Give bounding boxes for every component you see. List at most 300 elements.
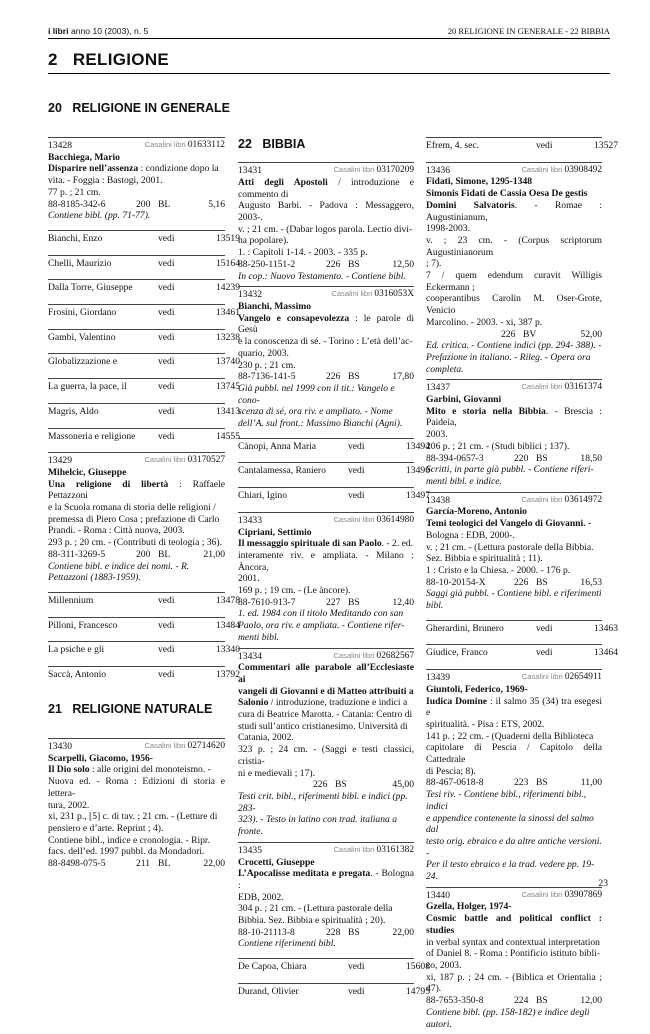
- class-code: 227: [326, 596, 341, 608]
- xref-name: Pilloni, Francesco: [48, 619, 118, 631]
- section-title-22: 22 BIBBIA: [238, 137, 306, 151]
- xref-vedi: vedi: [348, 961, 365, 973]
- source-label: Casalini libri: [521, 494, 563, 504]
- xref-row: [48, 428, 240, 453]
- running-header-left: [48, 26, 148, 36]
- entry-number: 13429: [48, 455, 72, 467]
- xref-vedi: vedi: [158, 430, 175, 442]
- class-code: 226: [514, 576, 529, 588]
- xref-vedi: vedi: [158, 307, 175, 319]
- xref-name: Globalizzazione e: [48, 356, 117, 368]
- xref-number: 13464: [594, 647, 618, 659]
- entry-13438: [426, 492, 602, 616]
- source-code: 02682567: [376, 650, 414, 661]
- journal-issue: anno 10 (2003), n. 5: [70, 26, 149, 36]
- entry-13440: [426, 887, 602, 1034]
- xref-vedi: vedi: [536, 622, 553, 634]
- entry-note: Già pubbl. nel 1999 con il tit.: Vangelo e cono-: [238, 382, 395, 406]
- entry-line: v. ; 21 cm. - (Lettura pastorale della Bibbia.: [426, 541, 594, 553]
- entry-line: cura di Beatrice Marotta. - Catania: Centro di: [238, 709, 413, 721]
- entry-note: Pettazzoni (1883-1959).: [48, 572, 141, 584]
- entry-line: facs. dell’ed. 1997 pubbl. da Mondadori.: [48, 846, 205, 858]
- isbn: 88-7610-913-7: [238, 596, 296, 608]
- entry-line: interamente riv. e ampliata. - Milano : Àncora,: [238, 549, 414, 573]
- price: 18,50: [580, 452, 602, 464]
- entry-number: 13430: [48, 741, 72, 752]
- price: 11,00: [580, 777, 602, 789]
- source-code: 03907869: [564, 889, 602, 900]
- isbn-row: [238, 927, 414, 939]
- entry-13429: 13429 Casalini libri 03170527 Mihelcic, Giuseppe Una religione di libertà : Raffaele Pettazzoni e la Scuola romana di storia delle religioni / premessa di Piero Cosa ; prefazione di Carlo Prandi. - Roma : Città nuova, 2003. 293 p. ; 20 cm. - (Contributi di teologia ; 36). 88-311-3269-5 200 BL 21,00 Contiene bibl. e indice dei nomi. - R. Pettazzoni (1883-1959).: [48, 452, 225, 588]
- entry-number: 13433: [238, 514, 262, 526]
- entry-author: Crocetti, Giuseppe: [238, 856, 315, 868]
- entry-line: e la conoscenza di sé. - Torino : L’età dell’ac-: [238, 336, 413, 348]
- source-label: Casalini libri: [333, 844, 375, 854]
- xref-vedi: vedi: [536, 647, 553, 659]
- xref-name: De Capoa, Chiara: [238, 961, 307, 973]
- entry-title: vangeli di Giovanni e di Matteo attribuiti a: [238, 685, 414, 697]
- source-code: 03614980: [376, 514, 414, 525]
- market-code: BS: [348, 258, 360, 270]
- xref-row: [48, 304, 240, 329]
- entry-line: v. ; 21 cm. - (Dabar logos parola. Lectio divi-: [238, 223, 413, 235]
- xref-row: [48, 230, 240, 255]
- isbn: 88-8498-075-5: [48, 858, 106, 870]
- isbn: 88-8185-342-6: [48, 198, 106, 210]
- xref-row: [426, 644, 618, 669]
- xref-row: [238, 487, 430, 512]
- xref-vedi: vedi: [348, 490, 365, 502]
- entry-13436: 13436 Casalini libri 03908492 Fidati, Simone, 1295-1348 Simonis Fidati de Cassia Oesa De gestis Domini Salvatoris. - Romae : Augustinianum, 1998-2003. v. ; 23 cm. - (Corpus scriptorum Augustinianorum ; 7). 7 / quem edendum curavit Willigis Eckermann ; cooperantibus Carolin M. Oser-Grote, Venicio Marcolino. - 2003. - xi, 387 p. 226 BV 52,00 Ed. critica. - Contiene indici (pp. 294- 388). - Prefazione in italiano. - Rileg. - Opera ora completa.: [426, 162, 602, 380]
- class-code: 226: [313, 779, 328, 791]
- running-header-right: 20 RELIGIONE IN GENERALE - 22 BIBBIA: [447, 26, 610, 36]
- entry-number: 13434: [238, 650, 262, 662]
- column-1: [48, 137, 240, 691]
- xref-vedi: vedi: [158, 232, 175, 244]
- isbn-row: [426, 995, 602, 1007]
- entry-note: menti bibl.: [238, 631, 280, 643]
- xref-name: Massoneria e religione: [48, 430, 136, 442]
- isbn-row: [238, 371, 414, 383]
- xref-number: 13496: [406, 465, 430, 477]
- xref-list-1: [48, 230, 240, 452]
- entry-line: Nuova ed. - Roma : Edizioni di storia e lettera-: [48, 776, 225, 799]
- entry-13428: 13428 Casalini libri 01633112 Bacchiega, Mario Disparire nell’assenza : condizione dopo la vita. - Foggia : Bastogi, 2001. 77 p. ; 21 cm. 88-8185-342-6 200 BL 5,16 Contiene bibl. (pp. 71-77).: [48, 137, 225, 226]
- entry-13430: 13430 Casalini libri 02714620 Scarpelli, Giacomo, 1956- Il Dio solo : alle origini del monoteismo. - Nuova ed. - Roma : Edizioni di storia e lettera- tura, 2002. xi, 231 p., [5] c. di tav. ; 21 cm. - (Letture di pensiero e d’arte. Reprint ; 4). Contiene bibl., indice e cronologia. - Ripr. facs. dell’ed. 1997 pubbl. da Mondadori. 88-8498-075-5 211 BL 22,00: [48, 738, 225, 874]
- xref-row: [48, 353, 240, 378]
- market-code: BV: [523, 328, 537, 340]
- isbn-row: [426, 777, 602, 789]
- page-title: 2 RELIGIONE: [48, 50, 170, 69]
- entry-note: Prefazione in italiano. - Rileg. - Opera ora: [426, 351, 591, 363]
- xref-number: 13340: [216, 644, 240, 656]
- entry-note: Contiene bibl. (pp. 71-77).: [48, 210, 151, 222]
- entry-line: in verbal syntax and contextual interpretation: [426, 936, 600, 948]
- price: 5,16: [208, 198, 225, 210]
- class-code: 226: [326, 258, 341, 270]
- entry-line: ni e medievali ; 17).: [238, 767, 315, 779]
- xref-name: Chelli, Maurizio: [48, 257, 112, 269]
- xref-row: [238, 438, 430, 463]
- entry-line: 293 p. ; 20 cm. - (Contributi di teologia ; 36).: [48, 537, 222, 549]
- xref-vedi: vedi: [158, 594, 175, 606]
- entry-line: Contiene bibl., indice e cronologia. - Ripr.: [48, 834, 210, 846]
- header-rule: [48, 38, 610, 39]
- isbn: 88-467-0618-8: [426, 777, 484, 789]
- isbn-row: [426, 329, 602, 341]
- entry-line: 2001.: [238, 573, 260, 585]
- entry-author: Cipriani, Settimio: [238, 526, 312, 538]
- source-code: 03161374: [564, 382, 602, 393]
- entry-line: xi, 231 p., [5] c. di tav. ; 21 cm. - (Letture di: [48, 811, 218, 823]
- market-code: BS: [536, 995, 548, 1007]
- entry-line: 7 / quem edendum curavit Willigis Eckermann ;: [426, 270, 602, 293]
- entry-author: Gzella, Holger, 1974-: [426, 901, 512, 913]
- xref-row: [48, 255, 240, 280]
- xref-name: Saccà, Antonio: [48, 669, 107, 681]
- isbn: 88-7653-350-8: [426, 995, 484, 1007]
- xref-name: Chiari, Igino: [238, 490, 288, 502]
- entry-line: EDB, 2002.: [238, 891, 284, 903]
- xref-number: 13494: [406, 440, 430, 452]
- isbn: 88-10-21113-8: [238, 926, 295, 938]
- source-label: Casalini libri: [331, 289, 373, 299]
- entry-line: xi, 187 p. ; 24 cm. - (Biblica et Orientalia ; 47).: [426, 971, 602, 995]
- entry-line: ; 7).: [426, 258, 442, 270]
- price: 12,00: [580, 995, 602, 1007]
- xref-vedi: vedi: [158, 405, 175, 417]
- entry-note: e appendice contenente la sinossi del salmo dal: [426, 812, 594, 836]
- entry-title: Temi teologici del Vangelo di Giovanni. -: [426, 518, 592, 530]
- entry-line: di Pescia; 8).: [426, 765, 476, 777]
- entry-13433: 13433 Casalini libri 03614980 Cipriani, Settimio Il messaggio spirituale di san Paolo. - 2. ed. interamente riv. e ampliata. - Milano : Àncora, 2001. 169 p. ; 19 cm. - (Le àncore). 88-7610-913-7 227 BS 12,40 1. ed. 1984 con il titolo Meditando con san Paolo, ora riv. e ampliata. - Contiene rifer- menti bibl.: [238, 512, 414, 648]
- entry-number: 13438: [426, 494, 450, 506]
- xref-vedi: vedi: [158, 282, 175, 294]
- xref-row: [48, 403, 240, 428]
- market-code: BS: [335, 779, 347, 791]
- price: 22,00: [392, 926, 414, 938]
- isbn-row: [48, 549, 225, 561]
- page-number: 23: [598, 878, 608, 889]
- xref-name: Durand, Olivier: [238, 985, 299, 997]
- source-code: 01633112: [187, 140, 225, 150]
- market-code: BS: [536, 777, 548, 789]
- entry-13437: 13437 Casalini libri 03161374 Garbini, Giovanni Mito e storia nella Bibbia. - Brescia : Paideia, 2003. 206 p. ; 21 cm. - (Studi biblici ; 137). 88-394-0657-3 220 BS 18,50 Scritti, in parte già pubbl. - Contiene riferi- menti bibl. e indice.: [426, 379, 602, 491]
- isbn: 88-250-1151-2: [238, 258, 296, 270]
- entry-13434: 13434 Casalini libri 02682567 Commentari alle parabole all’Ecclesiaste ai vangeli di Giovanni e di Matteo attribuiti a Salonio / introduzione, traduzione e indici a cura di Beatrice Marotta. - Catania: Centro di studi sull’antico cristianesimo. Università di Catania, 2002. 323 p. ; 24 cm. - (Saggi e testi classici, cristia- ni e medievali ; 17). 226 BS 45,00 Testi crit. bibl., riferimenti bibl. e indici (pp. 283- 323). - Testo in latino con trad. italiana a fronte.: [238, 648, 414, 842]
- entry-line: quario, 2003.: [238, 347, 289, 359]
- entry-number: 13440: [426, 889, 450, 901]
- xref-number: 13497: [406, 490, 430, 502]
- price: 45,00: [392, 779, 414, 791]
- entry-author: Garbini, Giovanni: [426, 394, 502, 406]
- entry-note: completa.: [426, 363, 464, 375]
- xref-vedi: vedi: [158, 619, 175, 631]
- entry-line: 323 p. ; 24 cm. - (Saggi e testi classici, cristia-: [238, 744, 414, 767]
- entry-note: Contiene riferimenti bibl.: [238, 938, 336, 950]
- xref-row: [48, 666, 240, 691]
- entry-author: Giuntoli, Federico, 1969-: [426, 683, 528, 695]
- price: 12,50: [392, 258, 414, 270]
- source-code: 03614972: [564, 494, 602, 505]
- xref-row: [238, 983, 430, 1008]
- source-code: 03908492: [564, 164, 602, 175]
- source-label: Casalini libri: [521, 889, 563, 899]
- column-1-lower: [48, 738, 225, 874]
- market-code: BL: [158, 858, 171, 870]
- class-code: 200: [136, 548, 151, 560]
- class-code: 224: [514, 995, 529, 1007]
- xref-number: 13463: [594, 622, 618, 634]
- entry-note: bibl.: [426, 600, 444, 612]
- entry-note: Ed. critica. - Contiene indici (pp. 294- 388). -: [426, 340, 602, 352]
- xref-vedi: vedi: [158, 356, 175, 368]
- source-code: 03161382: [376, 844, 414, 855]
- entry-line: vita. - Foggia : Bastogi, 2001.: [48, 175, 163, 187]
- entry-note: Scritti, in parte già pubbl. - Contiene riferi-: [426, 464, 594, 476]
- xref-vedi: vedi: [158, 331, 175, 343]
- entry-number: 13436: [426, 164, 450, 176]
- xref-row: [48, 617, 240, 642]
- entry-number: 13428: [48, 140, 72, 151]
- entry-note: 1. ed. 1984 con il titolo Meditando con san: [238, 608, 404, 620]
- price: 21,00: [203, 548, 225, 560]
- entry-line: cooperantibus Carolin M. Oser-Grote, Venicio: [426, 293, 602, 317]
- entry-line: 141 p. ; 22 cm. - (Quaderni della Biblioteca: [426, 730, 594, 742]
- entry-line: 1. : Capitoli 1-14. - 2003. - 335 p.: [238, 247, 368, 259]
- source-code: 02654911: [564, 672, 602, 683]
- xref-number: 14555: [216, 430, 240, 442]
- journal-name: i libri: [48, 26, 69, 36]
- xref-vedi: vedi: [158, 257, 175, 269]
- isbn: 88-394-0657-3: [426, 452, 484, 464]
- entry-note: Saggi già pubbl. - Contiene bibl. e riferimenti: [426, 588, 602, 600]
- entry-line: 230 p. ; 21 cm.: [238, 359, 296, 371]
- entry-note: 323). - Testo in latino con trad. italiana a fronte.: [238, 814, 398, 838]
- entry-note: Paolo, ora riv. e ampliata. - Contiene rifer-: [238, 620, 405, 632]
- xref-number: 13478: [216, 594, 240, 606]
- xref-number: 15608: [406, 961, 430, 973]
- column-3: [426, 137, 618, 1034]
- isbn: 88-10-20154-X: [426, 576, 486, 588]
- entry-line: spiritualità. - Pisa : ETS, 2002.: [426, 718, 545, 730]
- entry-line: v. ; 23 cm. - (Corpus scriptorum Augustinianorum: [426, 234, 602, 258]
- entry-line: Bibbia. Sez. Bibbia e spiritualità ; 20).: [238, 915, 386, 927]
- isbn-row: [238, 597, 414, 609]
- price: 16,53: [580, 576, 602, 588]
- entry-line: 1998-2003.: [426, 223, 470, 235]
- xref-number: 13745: [216, 381, 240, 393]
- entry-line: studi sull’antico cristianesimo. Università di: [238, 720, 408, 732]
- entry-line: co, 2003.: [426, 960, 462, 971]
- entry-line: Augusto Barbi. - Padova : Messaggero, 2003-.: [238, 200, 414, 224]
- xref-name: Frosini, Giordano: [48, 307, 117, 319]
- entry-line: Catania, 2002.: [238, 732, 294, 744]
- entry-line: 169 p. ; 19 cm. - (Le àncore).: [238, 585, 351, 597]
- entry-note: Testi crit. bibl., riferimenti bibl. e indici (pp. 283-: [238, 791, 408, 814]
- market-code: BS: [348, 926, 360, 938]
- isbn-row: [238, 779, 414, 791]
- entry-note: dell’A. sul front.: Massimo Bianchi (Agni).: [238, 418, 403, 430]
- xref-list-2b: [238, 958, 430, 1007]
- xref-name: Gambi, Valentino: [48, 331, 116, 343]
- xref-row: [238, 462, 430, 487]
- entry-line: e la Scuola romana di storia delle religioni /: [48, 502, 216, 514]
- isbn: 88-7136-141-5: [238, 371, 296, 383]
- market-code: BL: [158, 548, 171, 560]
- xref-row: [48, 329, 240, 354]
- entry-line: 1 : Cristo e la Chiesa. - 2000. - 176 p.: [426, 564, 571, 576]
- entry-line: of Daniel 8. - Roma : Pontificio istituto bibli-: [426, 948, 601, 960]
- isbn-row: [48, 199, 225, 211]
- entry-line: na popolare).: [238, 235, 289, 247]
- market-code: BS: [348, 596, 360, 608]
- source-label: Casalini libri: [333, 165, 375, 175]
- xref-name: Millennium: [48, 594, 94, 606]
- xref-name: Efrem, 4. sec.: [426, 140, 480, 151]
- entry-number: 13437: [426, 382, 450, 394]
- entry-author: Bianchi, Massimo: [238, 300, 312, 312]
- price: 22,00: [203, 858, 225, 870]
- entry-line: 2003.: [426, 429, 448, 441]
- entry-13431: 13431 Casalini libri 03170209 Atti degli Apostoli / introduzione e commento di Augusto Barbi. - Padova : Messaggero, 2003-. v. ; 21 cm. - (Dabar logos parola. Lectio divi- na popolare). 1. : Capitoli 1-14. - 2003. - 335 p. 88-250-1151-2 226 BS 12,50 In cop.: Nuovo Testamento. - Contiene bibl.: [238, 162, 414, 286]
- xref-number: 13461: [216, 307, 240, 319]
- xref-number: 13519: [216, 232, 240, 244]
- xref-row: [238, 958, 430, 983]
- xref-name: La psiche e gli: [48, 644, 105, 656]
- market-code: BS: [536, 576, 548, 588]
- isbn-row: [426, 453, 602, 465]
- xref-vedi: vedi: [158, 644, 175, 656]
- entry-author: Fidati, Simone, 1295-1348: [426, 176, 533, 188]
- entry-author: Bacchiega, Mario: [48, 151, 120, 163]
- entry-note: Tesi riv. - Contiene bibl., riferimenti bibl., indici: [426, 789, 587, 812]
- xref-number: 13413: [216, 405, 240, 417]
- source-label: Casalini libri: [521, 164, 563, 174]
- entry-author: Scarpelli, Giacomo, 1956-: [48, 752, 153, 764]
- entry-line: pensiero e d’arte. Reprint ; 4).: [48, 822, 164, 834]
- section-title-20: 20 RELIGIONE IN GENERALE: [48, 101, 230, 115]
- source-label: Casalini libri: [333, 514, 375, 524]
- class-code: 211: [136, 858, 151, 870]
- source-label: Casalini libri: [333, 650, 375, 660]
- price: 17,80: [392, 371, 414, 383]
- isbn-row: [48, 858, 225, 870]
- xref-number: 15164: [216, 257, 240, 269]
- entry-13439: 13439 Casalini libri 02654911 Giuntoli, Federico, 1969- Iudica Domine : il salmo 35 (34) tra esegesi e spiritualità. - Pisa : ETS, 2002. 141 p. ; 22 cm. - (Quaderni della Biblioteca capitolare di Pescia / Capitolo della Cattedrale di Pescia; 8). 88-467-0618-8 223 BS 11,00 Tesi riv. - Contiene bibl., riferimenti bibl., indici e appendice contenente la sinossi del salmo dal testo orig. ebraico e da altre antiche versioni. - Per il testo ebraico e la trad. vedere pp. 19-24.: [426, 669, 602, 887]
- xref-number: 13740: [216, 356, 240, 368]
- source-code: 0316053X: [374, 289, 414, 300]
- source-label: Casalini libri: [144, 741, 186, 750]
- entry-13432: 13432 Casalini libri 0316053X Bianchi, Massimo Vangelo e consapevolezza : le parole di Gesù e la conoscenza di sé. - Torino : L’età dell’ac- quario, 2003. 230 p. ; 21 cm. 88-7136-141-5 226 BS 17,80 Già pubbl. nel 1999 con il tit.: Vangelo e cono- scenza di sé, ora riv. e ampliato. - Nome dell’A. sul front.: Massimo Bianchi (Agni).: [238, 286, 414, 433]
- xref-number: 13238: [216, 331, 240, 343]
- class-code: 220: [514, 452, 529, 464]
- price: 12,40: [392, 596, 414, 608]
- entry-number: 13435: [238, 844, 262, 856]
- entry-line: capitolare di Pescia / Capitolo della Cattedrale: [426, 742, 602, 766]
- xref-number: 13527: [594, 140, 618, 151]
- xref-name: Gherardini, Brunero: [426, 622, 504, 634]
- xref-number: 13484: [216, 619, 240, 631]
- xref-name: Cànopi, Anna Maria: [238, 440, 317, 452]
- class-code: 223: [514, 777, 529, 789]
- entry-line: 304 p. ; 21 cm. - (Lettura pastorale della: [238, 903, 393, 915]
- xref-vedi: vedi: [348, 440, 365, 452]
- xref-number: 14795: [406, 985, 430, 997]
- xref-number: 13792: [216, 669, 240, 681]
- entry-line: Bologna : EDB, 2000-.: [426, 529, 515, 541]
- entry-title: Cosmic battle and political conflict : studies: [426, 913, 602, 936]
- xref-list-2: [238, 438, 430, 512]
- xref-name: Dalla Torre, Giuseppe: [48, 282, 133, 294]
- xref-row: [48, 378, 240, 403]
- xref-name: Magris, Aldo: [48, 405, 99, 417]
- entry-note: menti bibl. e indice.: [426, 475, 502, 487]
- entry-note: autori.: [426, 1018, 452, 1030]
- title-rule: [48, 73, 610, 74]
- entry-number: 13432: [238, 289, 262, 301]
- xref-name: Giudice, Franco: [426, 647, 488, 659]
- market-code: BS: [536, 452, 548, 464]
- xref-vedi: vedi: [536, 140, 553, 151]
- xref-list-1b: [48, 592, 240, 691]
- source-label: Casalini libri: [521, 382, 563, 392]
- entry-note: Contiene bibl. e indice dei nomi. - R.: [48, 560, 190, 572]
- entry-number: 13439: [426, 672, 450, 684]
- market-code: BS: [348, 371, 360, 383]
- entry-author: Mihelcic, Giuseppe: [48, 466, 127, 478]
- xref-list-3: [426, 620, 618, 669]
- section-title-21: 21 RELIGIONE NATURALE: [48, 702, 213, 716]
- xref-name: La guerra, la pace, il: [48, 381, 127, 393]
- entry-line: Marcolino. - 2003. - xi, 387 p.: [426, 316, 543, 328]
- xref-vedi: vedi: [348, 985, 365, 997]
- entry-note: Per il testo ebraico e la trad. vedere pp. 19-24.: [426, 859, 595, 883]
- market-code: BL: [158, 198, 171, 210]
- isbn-row: [426, 577, 602, 589]
- entry-note: testo orig. ebraico e da altre antiche versioni. -: [426, 835, 602, 859]
- xref-row: [48, 641, 240, 666]
- column-2: [238, 137, 430, 1008]
- entry-line: premessa di Piero Cosa ; prefazione di Carlo: [48, 513, 220, 525]
- xref-name: Cantalamessa, Raniero: [238, 465, 326, 477]
- isbn-row: [238, 259, 414, 271]
- source-code: 02714620: [187, 741, 225, 751]
- isbn: 88-311-3269-5: [48, 548, 106, 560]
- xref-vedi: vedi: [348, 465, 365, 477]
- source-code: 03170209: [376, 165, 414, 176]
- entry-note: Contiene bibl. (pp. 158-182) e indice degli: [426, 1006, 590, 1018]
- source-code: 03170527: [187, 455, 225, 466]
- xref-row: [48, 592, 240, 617]
- source-label: Casalini libri: [144, 455, 186, 465]
- entry-note: scenza di sé, ora riv. e ampliato. - Nome: [238, 406, 393, 418]
- class-code: 200: [136, 198, 151, 210]
- source-label: Casalini libri: [144, 140, 186, 149]
- entry-note: In cop.: Nuovo Testamento. - Contiene bibl.: [238, 270, 406, 282]
- entry-line: tura, 2002.: [48, 799, 90, 811]
- xref-row: [48, 279, 240, 304]
- entry-title: Commentari alle parabole all’Ecclesiaste ai: [238, 662, 414, 685]
- xref-row: [426, 620, 618, 645]
- xref-row: [426, 137, 618, 162]
- entry-line: Prandi. - Roma : Città nuova, 2003.: [48, 525, 185, 537]
- entry-13435: 13435 Casalini libri 03161382 Crocetti, Giuseppe L’Apocalisse meditata e pregata. - Bologna : EDB, 2002. 304 p. ; 21 cm. - (Lettura pastorale della Bibbia. Sez. Bibbia e spiritualità ; 20). 88-10-21113-8 228 BS 22,00 Contiene riferimenti bibl.: [238, 842, 414, 954]
- entry-title: Simonis Fidati de Cassia Oesa De gestis: [426, 188, 588, 200]
- class-code: 226: [501, 328, 516, 340]
- entry-number: 13431: [238, 165, 262, 177]
- price: 52,00: [580, 328, 602, 340]
